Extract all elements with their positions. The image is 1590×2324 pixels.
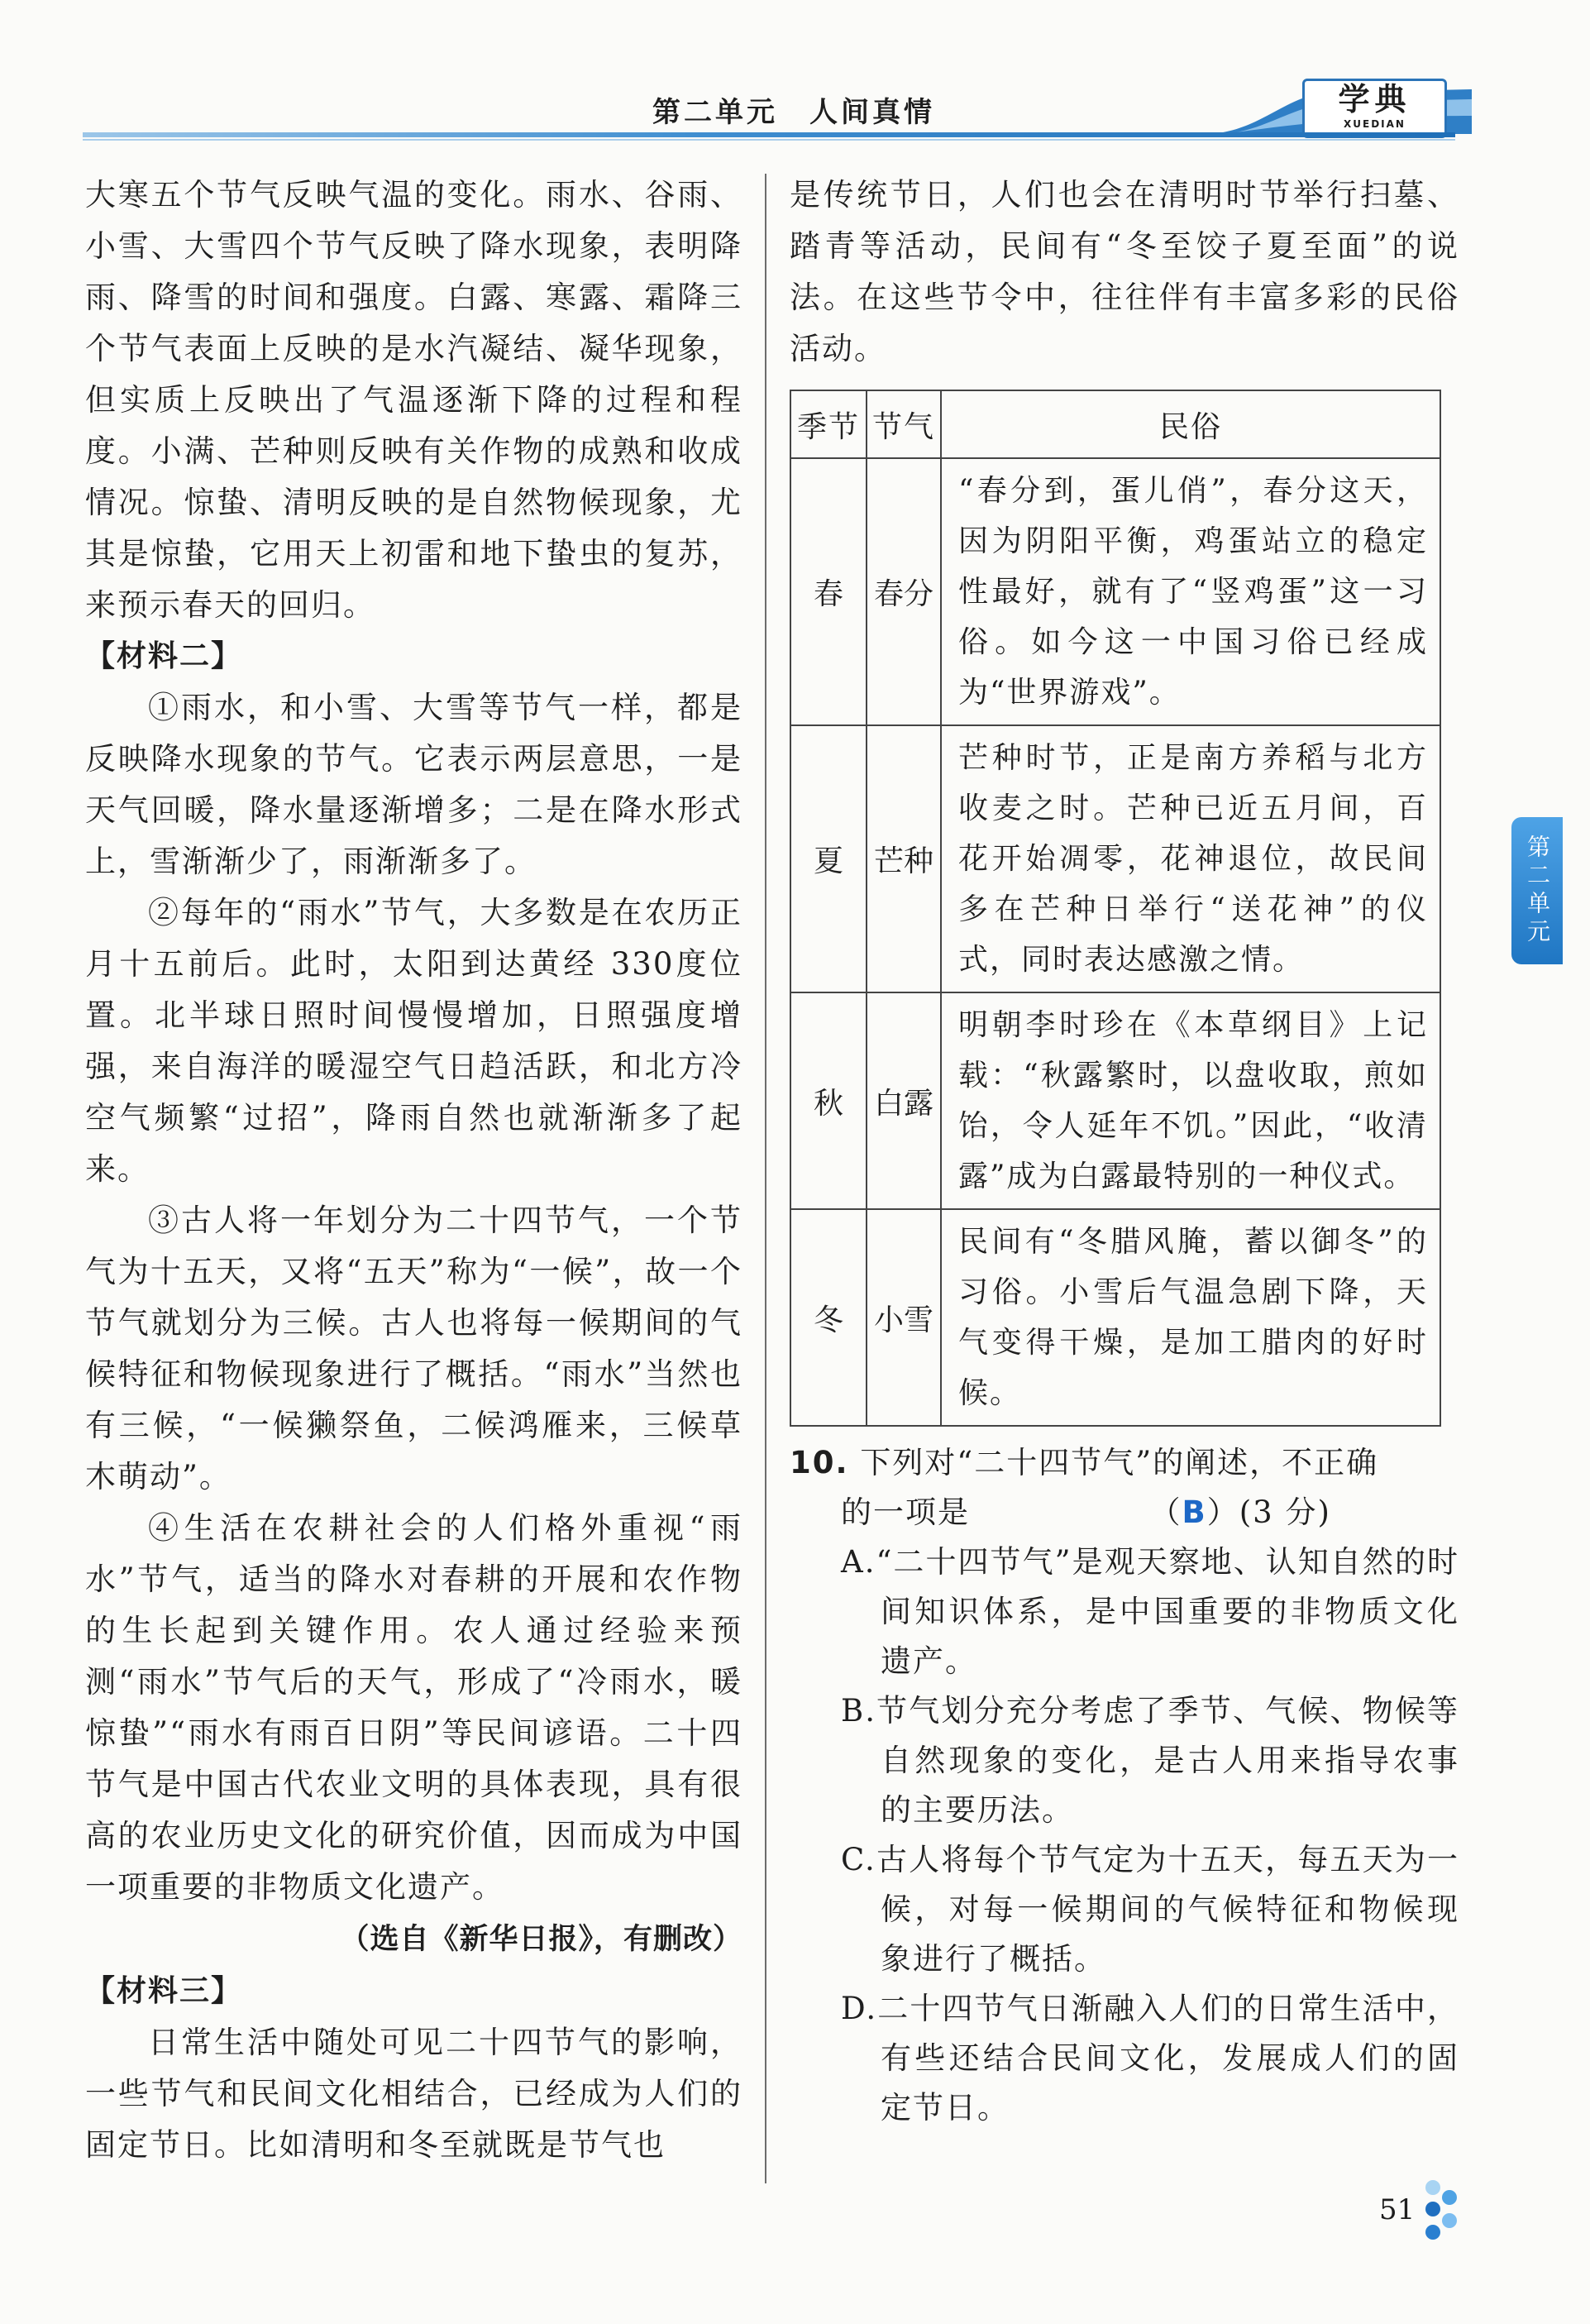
season-cell: 冬 — [790, 1209, 867, 1426]
option-label: B. — [841, 1693, 876, 1729]
option-text: 二十四节气日渐融入人们的日常生活中，有些还结合民间文化，发展成人们的固定节日。 — [877, 1991, 1459, 2126]
solar-terms-customs-table — [790, 390, 1441, 1427]
season-cell: 夏 — [790, 725, 867, 992]
answer-value: B — [1182, 1494, 1207, 1530]
unit-title: 第二单元 人间真情 — [652, 96, 935, 129]
question-stem-1: 下列对“二十四节气”的阐述，不正确 — [860, 1445, 1379, 1480]
paragraph: ④生活在农耕社会的人们格外重视“雨水”节气，适当的降水对春耕的开展和农作物的生长起到关键作用。农人通过经验来预测“雨水”节气后的天气，形成了“冷雨水，暖惊蛰”“雨水有雨百日阴”等民间谚语。二十四节气是中国古代农业文明的具体表现，具有很高的农业历史文化的研究价值，因而成为中国一项重要的非物质文化遗产。 — [85, 1510, 742, 1905]
publisher-logo — [1302, 79, 1447, 138]
custom-cell: 芒种时节，正是南方养稻与北方收麦之时。芒种已近五月间，百花开始凋零，花神退位，故民间多在芒种日举行“送花神”的仪式，同时表达感激之情。 — [941, 725, 1440, 992]
question-10 — [790, 1438, 1459, 2133]
page-header — [0, 0, 1590, 149]
paragraph: ③古人将一年划分为二十四节气，一个节气为十五天，又将“五天”称为“一候”，故一个节气就划分为三候。古人也将每一候期间的气候特征和物候现象进行了概括。“雨水”当然也有三候，“一候獭祭鱼，二候鸿雁来，三候草木萌动”。 — [85, 1203, 742, 1494]
option-label: A. — [841, 1544, 876, 1580]
season-cell: 春 — [790, 458, 867, 725]
source-citation: （选自《新华日报》，有删改） — [340, 1923, 742, 1956]
option-b — [790, 1686, 1459, 1835]
table-row — [790, 1209, 1440, 1426]
option-text: 节气划分充分考虑了季节、气候、物候等自然现象的变化，是古人用来指导农事的主要历法。 — [876, 1693, 1459, 1828]
season-cell: 秋 — [790, 992, 867, 1209]
option-a — [790, 1537, 1459, 1686]
option-text: “二十四节气”是观天察地、认知自然的时间知识体系，是中国重要的非物质文化遗产。 — [876, 1544, 1459, 1679]
question-score: (3 分) — [1239, 1494, 1331, 1530]
term-cell: 春分 — [867, 458, 941, 725]
left-column — [85, 170, 742, 2171]
material-2-heading: 【材料二】 — [85, 639, 243, 673]
header-season: 季节 — [790, 390, 867, 458]
header-term: 节气 — [867, 390, 941, 458]
custom-cell: “春分到，蛋儿俏”，春分这天，因为阴阳平衡，鸡蛋站立的稳定性最好，就有了“竖鸡蛋”这一习俗。如今这一中国习俗已经成为“世界游戏”。 — [941, 458, 1440, 725]
header-rule — [83, 132, 1455, 137]
table-row — [790, 992, 1440, 1209]
logo-main-text: 学典 — [1338, 80, 1411, 117]
question-stem-2: 的一项是 — [841, 1494, 970, 1530]
paragraph: 日常生活中随处可见二十四节气的影响，一些节气和民间文化相结合，已经成为人们的固定节日。比如清明和冬至就既是节气也 — [85, 2025, 742, 2163]
paragraph: 大寒五个节气反映气温的变化。雨水、谷雨、小雪、大雪四个节气反映了降水现象，表明降雨、降雪的时间和强度。白露、寒露、霜降三个节气表面上反映的是水汽凝结、凝华现象，但实质上反映出了气温逐渐下降的过程和程度。小满、芒种则反映有关作物的成熟和收成情况。惊蛰、清明反映的是自然物候现象，尤其是惊蛰，它用天上初雷和地下蛰虫的复苏，来预示春天的回归。 — [85, 177, 742, 623]
option-c — [790, 1835, 1459, 1984]
option-label: D. — [841, 1991, 878, 2026]
logo-sub-text: XUEDIAN — [1344, 118, 1406, 130]
paragraph: ②每年的“雨水”节气，大多数是在农历正月十五前后。此时，太阳到达黄经 330度位置。北半球日照时间慢慢增加，日照强度增强，来自海洋的暖湿空气日趋活跃，和北方冷空气频繁“过招”，降雨自然也就渐渐多了起来。 — [85, 895, 742, 1187]
right-column — [790, 170, 1459, 2133]
header-rule-thin — [83, 139, 1455, 141]
question-stem-line-2 — [790, 1488, 1459, 1537]
material-3-heading: 【材料三】 — [85, 1974, 243, 2008]
hexagon-decoration-icon — [1418, 2179, 1468, 2254]
table-row — [790, 458, 1440, 725]
option-label: C. — [841, 1842, 876, 1877]
page-number: 51 — [1379, 2193, 1416, 2226]
column-divider — [765, 174, 766, 2183]
custom-cell: 民间有“冬腊风腌，蓄以御冬”的习俗。小雪后气温急剧下降，天气变得干燥，是加工腊肉的好时候。 — [941, 1209, 1440, 1426]
paragraph: ①雨水，和小雪、大雪等节气一样，都是反映降水现象的节气。它表示两层意思，一是天气回暖，降水量逐渐增多；二是在降水形式上，雪渐渐少了，雨渐渐多了。 — [85, 690, 742, 879]
header-custom: 民俗 — [941, 390, 1440, 458]
option-text: 古人将每个节气定为十五天，每五天为一候，对每一候期间的气候特征和物候现象进行了概括。 — [876, 1842, 1459, 1977]
paragraph: 是传统节日，人们也会在清明时节举行扫墓、踏青等活动，民间有“冬至饺子夏至面”的说法。在这些节令中，往往伴有丰富多彩的民俗活动。 — [790, 177, 1459, 366]
option-d — [790, 1984, 1459, 2133]
answer-paren-open: （ — [1149, 1494, 1182, 1530]
answer-paren-close: ） — [1206, 1494, 1239, 1530]
table-header-row — [790, 390, 1440, 458]
question-number: 10. — [790, 1445, 849, 1480]
unit-side-tab: 第二单元 — [1511, 817, 1563, 964]
table-row — [790, 725, 1440, 992]
question-stem-line-1 — [790, 1438, 1459, 1488]
term-cell: 白露 — [867, 992, 941, 1209]
custom-cell: 明朝李时珍在《本草纲目》上记载：“秋露繁时，以盘收取，煎如饴，令人延年不饥。”因此，“收清露”成为白露最特别的一种仪式。 — [941, 992, 1440, 1209]
term-cell: 小雪 — [867, 1209, 941, 1426]
term-cell: 芒种 — [867, 725, 941, 992]
